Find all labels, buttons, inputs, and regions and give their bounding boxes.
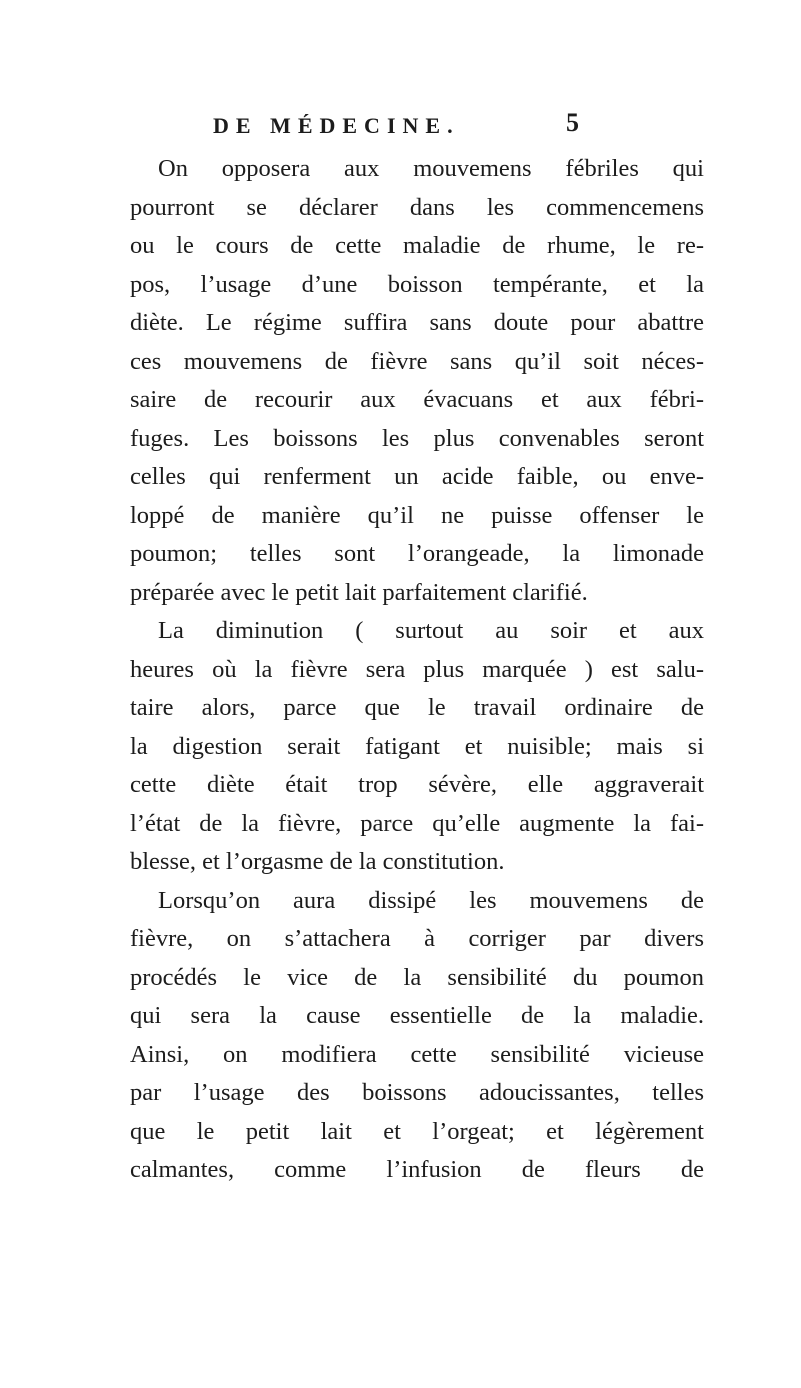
text-line: que le petit lait et l’orgeat; et légèrement — [130, 1117, 704, 1145]
body-text — [130, 150, 704, 1190]
text-line: diète. Le régime suffira sans doute pour abattre — [130, 309, 704, 336]
text-line: qui sera la cause essentielle de la maladie. — [130, 1002, 704, 1029]
text-line: cette diète était trop sévère, elle aggraverait — [130, 771, 704, 798]
text-line: ou le cours de cette maladie de rhume, le re- — [130, 232, 704, 259]
text-line: préparée avec le petit lait parfaitement clarifié. — [130, 578, 588, 606]
running-head — [0, 104, 801, 148]
text-line: pourront se déclarer dans les commencemens — [130, 193, 704, 221]
text-line: pos, l’usage d’une boisson tempérante, et la — [130, 270, 704, 298]
text-line: fièvre, on s’attachera à corriger par divers — [130, 925, 704, 952]
text-line: calmantes, comme l’infusion de fleurs de — [130, 1156, 704, 1183]
text-line: ces mouvemens de fièvre sans qu’il soit néces- — [130, 347, 704, 375]
text-line: celles qui renferment un acide faible, ou enve- — [130, 463, 704, 490]
text-line: fuges. Les boissons les plus convenables seront — [130, 424, 704, 452]
text-line: blesse, et l’orgasme de la constitution. — [130, 848, 505, 875]
text-line: procédés le vice de la sensibilité du poumon — [130, 963, 704, 991]
text-line: taire alors, parce que le travail ordinaire de — [130, 694, 704, 721]
text-line: On opposera aux mouvemens fébriles qui — [158, 155, 704, 182]
text-line: poumon; telles sont l’orangeade, la limonade — [130, 540, 704, 567]
page-number: 5 — [566, 108, 579, 137]
running-head-title: DE MÉDECINE. — [213, 113, 460, 138]
text-line: Ainsi, on modifiera cette sensibilité vicieuse — [130, 1040, 704, 1068]
text-line: loppé de manière qu’il ne puisse offenser le — [130, 501, 704, 529]
text-line: heures où la fièvre sera plus marquée ) est salu- — [130, 655, 704, 683]
text-line: Lorsqu’on aura dissipé les mouvemens de — [158, 886, 704, 914]
text-line: l’état de la fièvre, parce qu’elle augmente la fai- — [130, 809, 704, 837]
text-line: par l’usage des boissons adoucissantes, telles — [130, 1079, 704, 1106]
text-line: la digestion serait fatigant et nuisible; mais si — [130, 732, 704, 760]
text-line: La diminution ( surtout au soir et aux — [158, 617, 704, 644]
text-line: saire de recourir aux évacuans et aux fébri- — [130, 386, 704, 413]
